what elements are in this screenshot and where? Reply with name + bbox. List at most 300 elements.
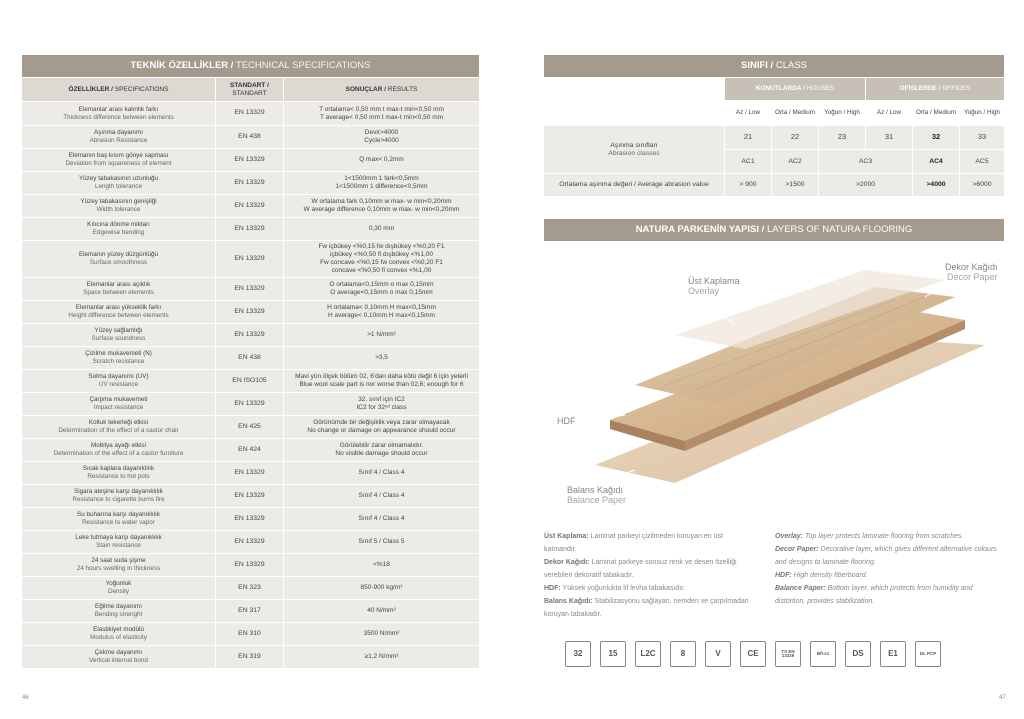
spec-table-body bbox=[22, 102, 479, 668]
icon-caption: V bbox=[715, 649, 721, 658]
spec-result bbox=[284, 416, 479, 438]
spec-row bbox=[22, 485, 479, 507]
technical-specifications-table bbox=[22, 55, 479, 668]
spec-row bbox=[22, 370, 479, 392]
layer-description-key: Dekor Kağıdı: bbox=[544, 559, 590, 566]
layers-title bbox=[544, 219, 1004, 241]
spec-feature-en: Bending strenght bbox=[94, 611, 143, 618]
spec-result bbox=[284, 241, 479, 277]
spec-result-line: O ortalama<0,15mm o max 0,15mm bbox=[329, 281, 434, 289]
class-grid bbox=[544, 78, 1004, 196]
layer-description-key: Overlay: bbox=[775, 533, 804, 540]
spec-title-tr: TEKNİK ÖZELLİKLER / bbox=[130, 60, 234, 71]
spec-feature-en: UV resistance bbox=[98, 381, 139, 388]
spec-result bbox=[284, 485, 479, 507]
spec-result bbox=[284, 623, 479, 645]
icon-caption: E1 bbox=[888, 649, 898, 658]
usage-level-text: Az / Low bbox=[876, 109, 902, 117]
spec-feature bbox=[22, 416, 215, 438]
icon-caption: CE bbox=[747, 649, 759, 658]
header-standard-en: STANDART bbox=[232, 89, 267, 97]
usage-level-text: Az / Low bbox=[735, 109, 761, 117]
spec-result-line: No change or damage on appearance should occur bbox=[307, 427, 456, 434]
layer-description-key: HDF: bbox=[544, 585, 561, 592]
spec-feature-tr: Elastikiyet modülü bbox=[93, 626, 144, 634]
layer-description-text: Yüksek yoğunlukta lif levha tabakasıdır. bbox=[562, 585, 686, 592]
layer-description-item bbox=[775, 543, 1000, 569]
hdf-label: HDF bbox=[557, 416, 576, 426]
spec-feature-en: 24 hours swelling in thickness bbox=[76, 565, 161, 572]
header-standard-tr: STANDART / bbox=[230, 82, 269, 90]
spec-result-line: 32. sınıf için IC2 bbox=[358, 396, 405, 404]
spec-feature-tr: Yüzey sağlamlığı bbox=[94, 327, 143, 335]
spec-feature bbox=[22, 241, 215, 277]
abrasion-classes-label bbox=[544, 126, 724, 173]
abrasion-class: 21 bbox=[725, 126, 771, 149]
spec-standard: EN ISO105 bbox=[216, 370, 283, 392]
spec-result-line: Görünümde bir değişiklik veya zarar olmayacak bbox=[313, 419, 450, 427]
layer-description-text: Top layer protects laminate flooring from scratches. bbox=[804, 533, 964, 540]
spec-feature-tr: Yüzey tabakasının genişliği bbox=[80, 198, 157, 206]
spec-feature-en: Resistance to water vapor bbox=[82, 519, 155, 526]
spec-feature bbox=[22, 462, 215, 484]
spec-result-line: Fw içbükey <%0,15 fw dışbükey <%0,20 F1 bbox=[318, 243, 445, 251]
houses-header-en: HOUSES bbox=[806, 85, 835, 93]
spec-feature-en: Vertical internal bond bbox=[89, 657, 148, 664]
years-15-icon bbox=[600, 641, 626, 667]
spec-row bbox=[22, 646, 479, 668]
header-feature-en: SPECIFICATIONS bbox=[114, 85, 169, 93]
spec-result-line: >1 N/mm² bbox=[367, 331, 396, 339]
spec-standard: EN 424 bbox=[216, 439, 283, 461]
layers-drawing bbox=[545, 245, 1005, 525]
spec-result bbox=[284, 646, 479, 668]
spec-table-title bbox=[22, 55, 479, 77]
spec-result bbox=[284, 393, 479, 415]
spec-row bbox=[22, 347, 479, 369]
spec-feature-tr: Yoğunluk bbox=[105, 580, 132, 588]
spec-feature bbox=[22, 278, 215, 300]
spec-standard: EN 13329 bbox=[216, 324, 283, 346]
spec-standard: EN 13329 bbox=[216, 508, 283, 530]
spec-standard: EN 13329 bbox=[216, 531, 283, 553]
header-specifications bbox=[22, 78, 215, 101]
spec-result-line: Sınıf 4 / Class 4 bbox=[358, 515, 405, 523]
layers-title-tr: NATURA PARKENİN YAPISI / bbox=[635, 224, 765, 235]
spec-row bbox=[22, 439, 479, 461]
spec-feature bbox=[22, 554, 215, 576]
icon-caption: DL PCP bbox=[919, 650, 937, 656]
layer-description-item bbox=[544, 530, 749, 556]
spec-row bbox=[22, 195, 479, 217]
spec-standard: EN 13329 bbox=[216, 462, 283, 484]
ac-class: AC5 bbox=[960, 150, 1004, 173]
spec-feature-tr: Mobilya ayağı etkisi bbox=[91, 442, 146, 450]
spec-standard: EN 310 bbox=[216, 623, 283, 645]
spec-feature-tr: Sigara ateşine karşı dayanıklılık bbox=[74, 488, 163, 496]
spec-feature bbox=[22, 172, 215, 194]
spec-feature-tr: Elemanın yüzey düzgünlüğü bbox=[78, 251, 159, 259]
header-results-tr: SONUÇLAR / bbox=[345, 85, 387, 93]
spec-feature bbox=[22, 393, 215, 415]
spec-feature-tr: Su buharına karşı dayanıklılık bbox=[77, 511, 160, 519]
spec-title-en: TECHNICAL SPECIFICATIONS bbox=[235, 60, 371, 71]
icon-caption: L2C bbox=[640, 649, 656, 658]
spec-feature-tr: Çekme dayanımı bbox=[94, 649, 143, 657]
spec-result bbox=[284, 347, 479, 369]
ac-class: AC2 bbox=[772, 150, 818, 173]
spec-result bbox=[284, 218, 479, 240]
usage-level-text: Yoğun / High bbox=[964, 109, 1000, 117]
spec-feature-en: Surface smoothness bbox=[89, 259, 148, 266]
usage-level bbox=[960, 101, 1004, 125]
class-title-tr: SINIFI / bbox=[741, 60, 774, 71]
spec-row bbox=[22, 508, 479, 530]
average-abrasion-value: >2000 bbox=[819, 174, 912, 196]
spec-row bbox=[22, 172, 479, 194]
layer-description-text: Laminat parkeyi çizilmeden koruyan en üst katmandır. bbox=[544, 533, 723, 553]
spec-row bbox=[22, 301, 479, 323]
layer-description-item bbox=[544, 556, 749, 582]
overlay-label bbox=[688, 277, 740, 297]
ds-icon bbox=[845, 641, 871, 667]
spec-result-line: Sınıf 5 / Class 5 bbox=[358, 538, 405, 546]
dl-pcp-icon bbox=[915, 641, 941, 667]
spec-feature-tr: Koltuk tekerleği etkisi bbox=[88, 419, 149, 427]
abrasion-label-en: Abrasion classes bbox=[608, 149, 660, 157]
spec-feature-en: Thickness difference between elements bbox=[63, 113, 174, 121]
spec-result bbox=[284, 278, 479, 300]
class-table-title bbox=[544, 55, 1004, 77]
spec-row bbox=[22, 623, 479, 645]
layers-description-en bbox=[775, 530, 1000, 608]
spec-standard: EN 13329 bbox=[216, 278, 283, 300]
spec-result bbox=[284, 531, 479, 553]
spec-result-line: Mavi yün ölçek bölüm 02, 6'dan daha kötü değil 6 için yeterli bbox=[295, 373, 468, 381]
average-abrasion-value: >4000 bbox=[913, 174, 959, 196]
spec-result-line: concave <%0,50 fl convex <%1,00 bbox=[331, 266, 432, 274]
header-standard bbox=[216, 78, 283, 101]
spec-result-line: IC2 for 32ⁿᵈ class bbox=[356, 404, 407, 411]
spec-standard: EN 13329 bbox=[216, 149, 283, 171]
abrasion-class: 33 bbox=[960, 126, 1004, 149]
spec-row bbox=[22, 531, 479, 553]
spec-standard: EN 438 bbox=[216, 126, 283, 148]
spec-standard: EN 13329 bbox=[216, 218, 283, 240]
e1-hcho-icon bbox=[880, 641, 906, 667]
spec-standard: EN 319 bbox=[216, 646, 283, 668]
spec-feature bbox=[22, 301, 215, 323]
icon-caption: 8 bbox=[680, 649, 686, 658]
spec-feature-en: Width tolerance bbox=[96, 206, 141, 213]
spec-feature-en: Space between elements bbox=[83, 289, 154, 296]
certification-icons bbox=[565, 641, 950, 667]
abrasion-label-tr: Aşınma sınıfları bbox=[610, 141, 658, 149]
spec-feature bbox=[22, 347, 215, 369]
spec-feature bbox=[22, 577, 215, 599]
spec-feature-tr: Aşınma dayanımı bbox=[94, 129, 143, 137]
offices-header-en: OFFICES bbox=[942, 85, 971, 93]
usage-level-text: Orta / Medium bbox=[775, 109, 815, 117]
abrasion-class: 22 bbox=[772, 126, 818, 149]
spec-feature-en: Abrasion Resistance bbox=[89, 137, 148, 144]
spec-standard: EN 13329 bbox=[216, 241, 283, 277]
spec-row bbox=[22, 577, 479, 599]
spec-feature-en: Density bbox=[108, 588, 129, 595]
spec-standard: EN 13329 bbox=[216, 195, 283, 217]
spec-feature bbox=[22, 102, 215, 125]
layer-description-item bbox=[775, 569, 1000, 582]
spec-result-line: Görülebilir zarar olmamalıdır. bbox=[339, 442, 424, 450]
class-title-en: CLASS bbox=[775, 60, 807, 71]
spec-standard: EN 323 bbox=[216, 577, 283, 599]
spec-result-line: içbükey <%0,50 fl dışbükey <%1,00 bbox=[330, 251, 433, 259]
average-abrasion-value: >6000 bbox=[960, 174, 1004, 196]
spec-row bbox=[22, 600, 479, 622]
flooring-layers-illustration bbox=[545, 245, 1005, 525]
balance-label-tr: Balans Kağıdı bbox=[567, 485, 624, 495]
click-system-icon bbox=[635, 641, 661, 667]
spec-standard: EN 13329 bbox=[216, 485, 283, 507]
spec-row bbox=[22, 393, 479, 415]
spec-feature-tr: Sıcak kaplara dayanıklılık bbox=[82, 465, 155, 473]
spec-feature-tr: Elemanlar arası kalınlık farkı bbox=[78, 105, 159, 113]
icon-caption: TS EN 13329 bbox=[781, 648, 795, 658]
layers-title-en: LAYERS OF NATURA FLOORING bbox=[766, 224, 913, 235]
spec-feature-tr: Kılıcına dönme miktarı bbox=[87, 221, 150, 229]
spec-result bbox=[284, 301, 479, 323]
spec-standard: EN 13329 bbox=[216, 554, 283, 576]
usage-level bbox=[913, 101, 959, 125]
decor-label-tr: Dekor Kağıdı bbox=[945, 262, 998, 272]
left-page-number: 46 bbox=[22, 695, 29, 701]
spec-result-line: T average< 0,50 mm t max-t min<0,50 mm bbox=[319, 113, 444, 121]
icon-caption: DS bbox=[852, 649, 864, 658]
spec-standard: EN 438 bbox=[216, 347, 283, 369]
spec-feature-tr: 24 saat suda şişme bbox=[91, 557, 146, 565]
spec-result-line: ≥1,2 N/mm² bbox=[364, 653, 399, 661]
houses-header bbox=[725, 78, 865, 100]
usage-level-text: Orta / Medium bbox=[916, 109, 956, 117]
header-results-en: RESULTS bbox=[387, 85, 418, 93]
spec-row bbox=[22, 554, 479, 576]
spec-row bbox=[22, 126, 479, 148]
spec-feature-en: Edgewise bending bbox=[92, 229, 145, 236]
spec-row bbox=[22, 218, 479, 240]
spec-standard: EN 425 bbox=[216, 416, 283, 438]
spec-feature-en: Deviation from squareness of element bbox=[65, 160, 172, 167]
spec-feature-en: Resistance to hot pots bbox=[87, 473, 150, 480]
spec-result bbox=[284, 554, 479, 576]
spec-result-line: Q max< 0,2mm bbox=[359, 156, 404, 164]
layer-description-text: Laminat parkeye sonsuz renk ve desen özelliği verebilen dekoratif tabakadır. bbox=[544, 559, 737, 579]
spec-feature-tr: Yüzey tabakasının uzunluğu bbox=[78, 175, 159, 183]
class-32-icon bbox=[565, 641, 591, 667]
spec-result-line: 1<1500mm 1 difference<0,5mm bbox=[335, 183, 428, 190]
icon-caption: 32 bbox=[573, 649, 583, 658]
spec-row bbox=[22, 149, 479, 171]
spec-feature-tr: Leke tutmaya karşı dayanıklılık bbox=[75, 534, 162, 542]
spec-feature bbox=[22, 218, 215, 240]
layer-description-key: Decor Paper: bbox=[775, 546, 819, 553]
header-feature-tr: ÖZELLİKLER / bbox=[68, 85, 113, 93]
spec-feature-en: Resistance to cigarette burns fire bbox=[72, 496, 165, 503]
spec-result-line: Devir>4000 bbox=[364, 129, 399, 137]
abrasion-class: 31 bbox=[866, 126, 912, 149]
offices-header-tr: OFİSLERDE / bbox=[899, 85, 941, 93]
spec-feature-tr: Solma dayanımı (UV) bbox=[88, 373, 149, 381]
spec-feature-en: Surface soundness bbox=[91, 335, 146, 342]
usage-level bbox=[725, 101, 771, 125]
spec-result-line: Fw concave <%0,15 fw convex <%0,20 F1 bbox=[320, 259, 443, 266]
spec-result bbox=[284, 126, 479, 148]
layer-description-item bbox=[544, 595, 749, 621]
layer-description-text: Stabilizasyonu sağlayan, nemden ve çarpılmadan koruyan tabakadır. bbox=[544, 598, 749, 618]
spec-feature-en: Length tolerance bbox=[95, 183, 142, 190]
houses-header-tr: KONUTLARDA / bbox=[755, 85, 805, 93]
spec-standard: EN 13329 bbox=[216, 301, 283, 323]
spec-feature-en: Determination of the effect of a castor chair bbox=[58, 427, 179, 434]
layer-description-text: Bottom layer, which protects from humidity and distortion, provides stabilization. bbox=[775, 585, 973, 605]
decor-label bbox=[945, 263, 998, 283]
spec-result bbox=[284, 577, 479, 599]
spec-result-line: <%18 bbox=[373, 561, 390, 569]
spec-result-line: Blue wool scale part is nor worse than 02,6; enough for 6 bbox=[299, 381, 464, 388]
spec-feature-tr: Çizilme mukavemeti (N) bbox=[85, 350, 152, 358]
spec-feature-tr: Eğilme dayanımı bbox=[95, 603, 142, 611]
spec-feature-tr: Elemanın baş kısım gönye sapması bbox=[68, 152, 169, 160]
class-blank bbox=[544, 101, 724, 125]
spec-result bbox=[284, 439, 479, 461]
spec-row bbox=[22, 416, 479, 438]
abrasion-class: 23 bbox=[819, 126, 865, 149]
spec-result-line: W average difference 0,10mm w max- w min<0,20mm bbox=[303, 206, 460, 213]
layer-description-text: High density fiberboard. bbox=[793, 572, 868, 579]
spec-table-header bbox=[22, 78, 479, 101]
average-abrasion-value: >1500 bbox=[772, 174, 818, 196]
balance-leader bbox=[590, 470, 635, 485]
spec-result-line: 3500 N/mm² bbox=[363, 630, 400, 638]
spec-result-line: H ortalama< 0,10mm H max<0,15mm bbox=[327, 304, 436, 312]
spec-feature bbox=[22, 370, 215, 392]
spec-result-line: T ortalama< 0,50 mm t max-t min<0,50 mm bbox=[319, 105, 444, 113]
spec-result-line: O average<0,15mm o max 0,15mm bbox=[330, 289, 433, 296]
overlay-label-tr: Üst Kaplama bbox=[688, 276, 740, 286]
layer-description-key: Balans Kağıdı: bbox=[544, 598, 593, 605]
balance-label-en: Balance Paper bbox=[567, 494, 627, 505]
average-abrasion-label: Ortalama aşınma değeri / Average abrasion value bbox=[544, 174, 724, 196]
spec-feature bbox=[22, 600, 215, 622]
spec-result-line: 850-900 kg/m³ bbox=[360, 584, 403, 592]
spec-result-line: >3,5 bbox=[375, 354, 388, 362]
spec-feature-tr: Elemanlar arası açıklık bbox=[86, 281, 151, 289]
spec-row bbox=[22, 462, 479, 484]
layer-description-item bbox=[775, 582, 1000, 608]
spec-result-line: 1<1500mm 1 fark<0,5mm bbox=[344, 175, 419, 183]
spec-result-line: Cycle>4000 bbox=[364, 137, 399, 144]
spec-feature-tr: Çarpma mukavemeti bbox=[89, 396, 148, 404]
en-13329-icon bbox=[775, 641, 801, 667]
header-results bbox=[284, 78, 479, 101]
spec-feature bbox=[22, 126, 215, 148]
spec-feature bbox=[22, 531, 215, 553]
spec-result-line: 0,30 mm bbox=[368, 225, 395, 233]
spec-feature-en: Determination of the effect of a castor furniture bbox=[53, 450, 184, 457]
layer-description-key: Üst Kaplama: bbox=[544, 533, 589, 540]
v-groove-icon bbox=[705, 641, 731, 667]
spec-feature bbox=[22, 508, 215, 530]
layer-description-item bbox=[775, 530, 1000, 543]
thickness-8mm-icon bbox=[670, 641, 696, 667]
spec-feature-en: Scratch resistance bbox=[92, 358, 145, 365]
usage-level-text: Yoğun / High bbox=[824, 109, 860, 117]
layer-description-key: HDF: bbox=[775, 572, 792, 579]
spec-result bbox=[284, 508, 479, 530]
abrasion-class: 32 bbox=[913, 126, 959, 149]
overlay-label-en: Overlay bbox=[688, 285, 720, 296]
spec-result-line: H average< 0,10mm H max<0,15mm bbox=[328, 312, 435, 319]
icon-caption: 15 bbox=[608, 649, 618, 658]
usage-level bbox=[866, 101, 912, 125]
spec-row bbox=[22, 241, 479, 277]
offices-header bbox=[866, 78, 1004, 100]
spec-feature bbox=[22, 485, 215, 507]
spec-result bbox=[284, 102, 479, 125]
spec-feature bbox=[22, 149, 215, 171]
icon-caption: Bfl-s1 bbox=[816, 650, 830, 656]
spec-result bbox=[284, 370, 479, 392]
spec-result bbox=[284, 172, 479, 194]
spec-feature bbox=[22, 623, 215, 645]
layer-description-text: Decorative layer, which gives different alternative colours and designs to laminate flooring. bbox=[775, 546, 997, 566]
spec-feature-tr: Elemanlar arası yükseklik farkı bbox=[75, 304, 162, 312]
decor-label-en: Decor Paper bbox=[947, 271, 998, 282]
spec-feature bbox=[22, 646, 215, 668]
spec-result bbox=[284, 195, 479, 217]
spec-feature bbox=[22, 195, 215, 217]
spec-row bbox=[22, 102, 479, 125]
spec-result-line: 40 N/mm² bbox=[367, 607, 396, 615]
fire-resistance-icon bbox=[810, 641, 836, 667]
layer-description-key: Balance Paper: bbox=[775, 585, 826, 592]
balance-label bbox=[567, 486, 626, 506]
spec-standard: EN 317 bbox=[216, 600, 283, 622]
ac-class: AC1 bbox=[725, 150, 771, 173]
spec-standard: EN 13329 bbox=[216, 393, 283, 415]
usage-level bbox=[819, 101, 865, 125]
spec-result bbox=[284, 324, 479, 346]
usage-level bbox=[772, 101, 818, 125]
spec-feature-en: Stain resistance bbox=[96, 542, 141, 549]
spec-row bbox=[22, 324, 479, 346]
spec-result bbox=[284, 149, 479, 171]
spec-result-line: W ortalama fark 0,10mm w max- w min<0,20mm bbox=[311, 198, 452, 206]
average-abrasion-value: > 900 bbox=[725, 174, 771, 196]
spec-row bbox=[22, 278, 479, 300]
spec-feature-en: Modulus of elasticity bbox=[90, 634, 147, 641]
spec-feature-en: Height difference between elements bbox=[68, 312, 169, 319]
spec-result-line: No visible damage should occur bbox=[335, 450, 428, 457]
ce-mark-icon bbox=[740, 641, 766, 667]
ac-class: AC4 bbox=[913, 150, 959, 173]
ac-class: AC3 bbox=[819, 150, 912, 173]
right-page-number: 47 bbox=[999, 695, 1006, 701]
spec-feature bbox=[22, 439, 215, 461]
layers-description-tr bbox=[544, 530, 749, 621]
class-table bbox=[544, 55, 1004, 196]
spec-feature-en: Impact resistance bbox=[93, 404, 144, 411]
layer-description-item bbox=[544, 582, 749, 595]
